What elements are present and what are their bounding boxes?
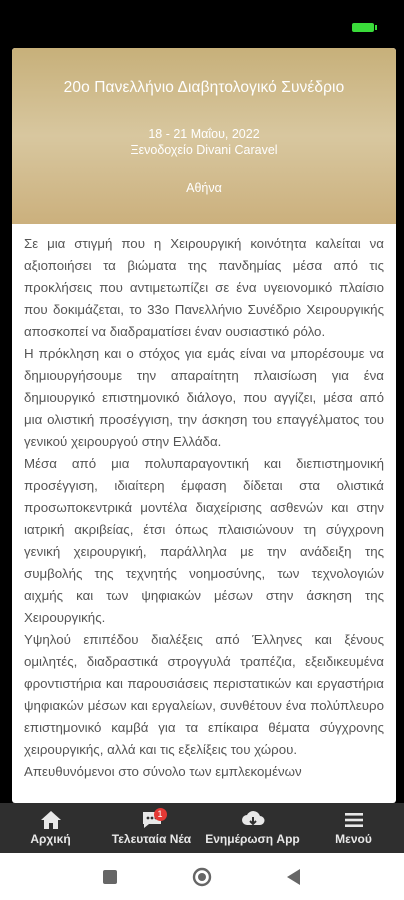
paragraph: Υψηλού επιπέδου διαλέξεις από Έλληνες και ξένους ομιλητές, διαδραστικά στρογγυλά τραπέζια, εξειδικευμένα φροντιστήρια και παρουσιάσεις περιστατικών και εργαστήρια ψηφιακών μέσων και εργαλείων, συνθέτουν ένα πολύπλευρο επιστημονικό καμβά για τα επίκαιρα θέματα σύγχρονης χειρουργικής, αλλά και τις εξελίξεις του χώρου.	[24, 632, 384, 757]
paragraph: Μέσα από μια πολυπαραγοντική και διεπιστημονική προσέγγιση, ιδιαίτερη έμφαση δίδεται στα ολιστικά προσωποκεντρικά μοντέλα διαχείρισης ασθενών και στην ιατρική ακριβείας, έτσι όπως πλαισιώνουν τη σύγχρονη γενική χειρουργική, παράλληλα με την ανάδειξη της συμβολής της τεχνητής νοημοσύνης, των τεχνολογιών αιχμής και των ψηφιακών μέσων στην άσκηση της Χειρουργικής.	[24, 456, 384, 625]
conference-banner	[12, 48, 396, 224]
welcome-text	[12, 224, 396, 783]
nav-menu[interactable]	[303, 803, 404, 853]
conference-venue: Ξενοδοχείο Divani Caravel	[130, 143, 278, 157]
conference-city: Αθήνα	[186, 181, 222, 195]
nav-update-label: Ενημέρωση App	[205, 832, 300, 846]
conference-title: 20ο Πανελλήνιο Διαβητολογικό Συνέδριο	[63, 79, 345, 96]
system-navigation-bar	[0, 853, 404, 900]
cloud-download-icon	[240, 809, 266, 831]
house-icon	[38, 809, 64, 831]
nav-news-label: Τελευταία Νέα	[111, 832, 192, 846]
hamburger-menu-icon	[341, 809, 367, 831]
battery-icon	[352, 23, 374, 32]
nav-update-app[interactable]	[202, 803, 303, 853]
nav-home-label: Αρχική	[30, 832, 71, 846]
back-button-icon[interactable]	[287, 869, 301, 885]
nav-menu-label: Μενού	[335, 832, 372, 846]
paragraph: Σε μια στιγμή που η Χειρουργική κοινότητα καλείται να αξιοποιήσει τα βιώματα της πανδημίας μέσα από τις προκλήσεις που αντιμετωπίζει σε ένα υγειονομικό πλαίσιο που δοκιμάζεται, το 33ο Πανελλήνιο Συνέδριο Χειρουργικής αποσκοπεί να διαδραματίσει έναν ουσιαστικό ρόλο.	[24, 236, 384, 339]
recents-button-icon[interactable]	[103, 870, 117, 884]
news-badge: 1	[154, 808, 167, 821]
home-button-icon[interactable]	[192, 867, 212, 887]
conference-dates-venue	[12, 97, 396, 158]
nav-news[interactable]	[101, 803, 202, 853]
bottom-navigation	[0, 803, 404, 853]
content-card	[12, 48, 396, 803]
paragraph: Απευθυνόμενοι στο σύνολο των εμπλεκομένων	[24, 764, 302, 779]
paragraph: Η πρόκληση και ο στόχος για εμάς είναι να μπορέσουμε να δημιουργήσουμε την απαραίτητη πλαισίωση για ένα δημιουργικό επιστημονικό διάλογο, που αγγίζει, μέσα από μια ολιστική προσέγγιση, την άσκηση του επαγγέλματος του γενικού χειρουργού στην Ελλάδα.	[24, 346, 384, 449]
conference-dates: 18 - 21 Μαΐου, 2022	[148, 127, 260, 141]
nav-home[interactable]	[0, 803, 101, 853]
status-bar	[0, 0, 404, 40]
